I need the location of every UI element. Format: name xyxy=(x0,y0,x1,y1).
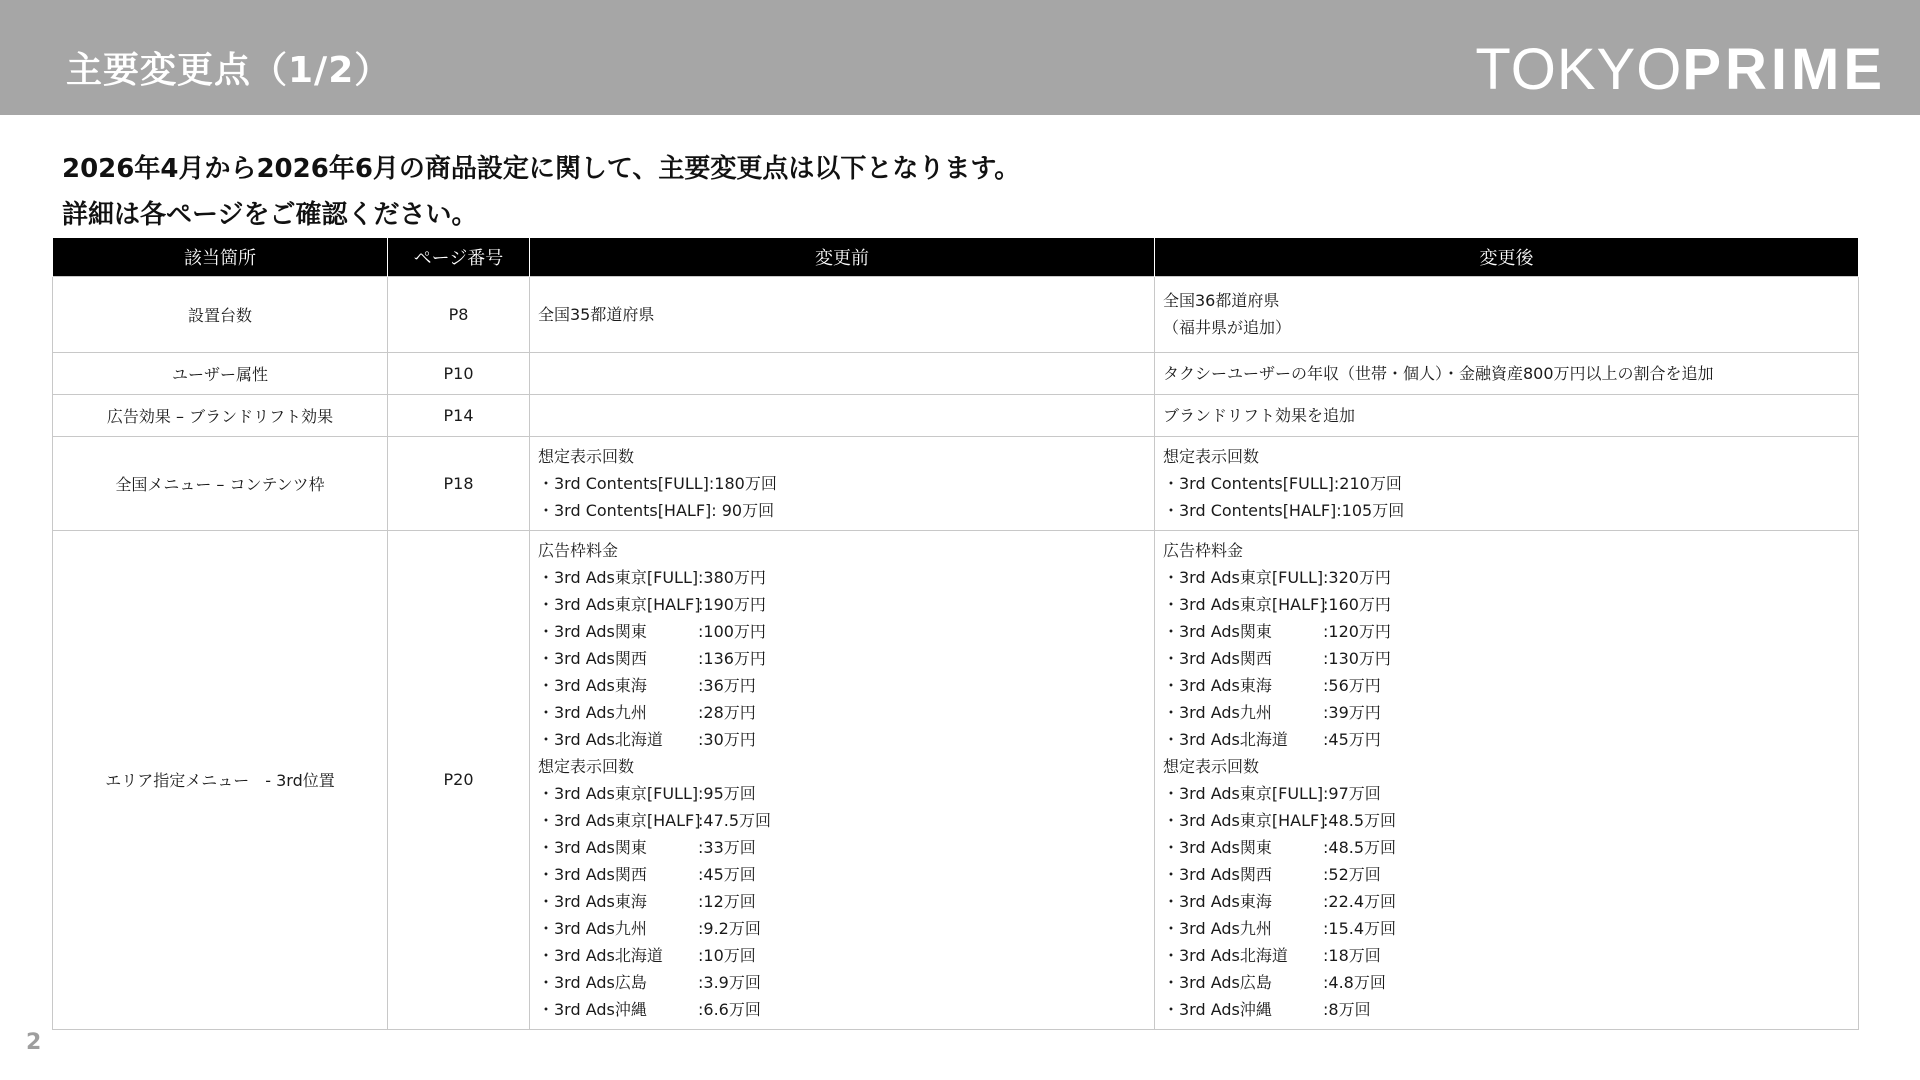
intro-text xyxy=(62,146,1020,238)
price-label: ・3rd Ads関西 xyxy=(1163,648,1272,668)
imp-value: :18万回 xyxy=(1323,945,1381,965)
cell-page: P14 xyxy=(388,394,530,436)
imp-value: :6.6万回 xyxy=(698,999,761,1019)
imp-label: ・3rd Ads北海道 xyxy=(538,945,663,965)
price-line xyxy=(538,726,1146,753)
imp-line xyxy=(538,861,1146,888)
price-line xyxy=(538,564,1146,591)
cell-page: P8 xyxy=(388,276,530,352)
text-line: （福井県が追加） xyxy=(1163,318,1292,337)
price-line xyxy=(1163,699,1850,726)
price-line xyxy=(538,699,1146,726)
price-label: ・3rd Ads東京[FULL] xyxy=(538,567,699,587)
imp-label: ・3rd Ads関東 xyxy=(538,837,647,857)
table-row xyxy=(53,436,1859,530)
price-value: :39万円 xyxy=(1323,702,1381,722)
cell-after xyxy=(1155,530,1859,1029)
imp-label: ・3rd Ads九州 xyxy=(538,918,647,938)
text-line: ・3rd Contents[FULL]:180万回 xyxy=(538,473,777,493)
text-line: 広告枠料金 xyxy=(1163,540,1244,560)
price-value: :45万円 xyxy=(1323,729,1381,749)
text-line: 想定表示回数 xyxy=(1163,756,1260,776)
imp-line xyxy=(538,780,1146,807)
page-number: 2 xyxy=(26,1030,42,1055)
cell-section: エリア指定メニュー - 3rd位置 xyxy=(53,530,388,1029)
imp-line xyxy=(538,942,1146,969)
table-row xyxy=(53,352,1859,394)
price-line xyxy=(1163,591,1850,618)
imp-line xyxy=(1163,861,1850,888)
price-value: :160万円 xyxy=(1323,594,1391,614)
header-page: ページ番号 xyxy=(388,238,530,276)
table-row xyxy=(53,276,1859,352)
imp-value: :33万回 xyxy=(698,837,756,857)
changes-table xyxy=(52,238,1859,1030)
price-value: :120万円 xyxy=(1323,621,1391,641)
cell-before xyxy=(530,530,1155,1029)
imp-line xyxy=(1163,780,1850,807)
intro-line-1: 2026年4月から2026年6月の商品設定に関して、主要変更点は以下となります。 xyxy=(62,154,1021,184)
price-label: ・3rd Ads北海道 xyxy=(1163,729,1288,749)
imp-label: ・3rd Ads関西 xyxy=(1163,864,1272,884)
price-label: ・3rd Ads東京[HALF] xyxy=(1163,594,1326,614)
cell-before xyxy=(530,276,1155,352)
price-value: :136万円 xyxy=(698,648,766,668)
cell-after xyxy=(1155,436,1859,530)
price-label: ・3rd Ads北海道 xyxy=(538,729,663,749)
table-row xyxy=(53,394,1859,436)
price-label: ・3rd Ads東海 xyxy=(1163,675,1272,695)
text-line: タクシーユーザーの年収（世帯・個人）・金融資産800万円以上の割合を追加 xyxy=(1163,363,1714,383)
price-label: ・3rd Ads関東 xyxy=(538,621,647,641)
imp-label: ・3rd Ads北海道 xyxy=(1163,945,1288,965)
price-line xyxy=(1163,618,1850,645)
imp-line xyxy=(538,888,1146,915)
imp-label: ・3rd Ads広島 xyxy=(538,972,647,992)
text-line: 全国36都道府県 xyxy=(1163,291,1280,310)
text-line: 全国35都道府県 xyxy=(538,304,655,324)
imp-label: ・3rd Ads沖縄 xyxy=(1163,999,1272,1019)
text-line: 想定表示回数 xyxy=(1163,446,1260,466)
imp-label: ・3rd Ads東京[FULL] xyxy=(538,783,699,803)
imp-value: :4.8万回 xyxy=(1323,972,1386,992)
price-label: ・3rd Ads東京[FULL] xyxy=(1163,567,1324,587)
imp-label: ・3rd Ads九州 xyxy=(1163,918,1272,938)
price-line xyxy=(538,672,1146,699)
price-label: ・3rd Ads関東 xyxy=(1163,621,1272,641)
cell-before xyxy=(530,436,1155,530)
price-label: ・3rd Ads九州 xyxy=(1163,702,1272,722)
price-line xyxy=(1163,645,1850,672)
cell-section: ユーザー属性 xyxy=(53,352,388,394)
cell-section: 設置台数 xyxy=(53,276,388,352)
table-header-row xyxy=(53,238,1859,276)
text-line: ・3rd Contents[HALF]: 90万回 xyxy=(538,500,775,520)
logo-text-prime: PRIME xyxy=(1682,37,1886,102)
imp-value: :48.5万回 xyxy=(1323,837,1397,857)
imp-value: :97万回 xyxy=(1323,783,1381,803)
price-line xyxy=(1163,726,1850,753)
text-line: 広告枠料金 xyxy=(538,540,619,560)
imp-label: ・3rd Ads東海 xyxy=(1163,891,1272,911)
tokyo-prime-logo xyxy=(1475,37,1886,102)
imp-label: ・3rd Ads東京[FULL] xyxy=(1163,783,1324,803)
imp-label: ・3rd Ads東京[HALF] xyxy=(1163,810,1326,830)
imp-line xyxy=(1163,969,1850,996)
imp-line xyxy=(1163,888,1850,915)
imp-label: ・3rd Ads広島 xyxy=(1163,972,1272,992)
imp-line xyxy=(1163,915,1850,942)
imp-value: :52万回 xyxy=(1323,864,1381,884)
price-value: :190万円 xyxy=(698,594,766,614)
price-label: ・3rd Ads東京[HALF] xyxy=(538,594,701,614)
imp-label: ・3rd Ads関西 xyxy=(538,864,647,884)
imp-value: :22.4万回 xyxy=(1323,891,1397,911)
imp-value: :10万回 xyxy=(698,945,756,965)
imp-line xyxy=(538,969,1146,996)
price-line xyxy=(538,618,1146,645)
cell-page: P18 xyxy=(388,436,530,530)
cell-page: P10 xyxy=(388,352,530,394)
imp-line xyxy=(538,834,1146,861)
imp-line xyxy=(538,996,1146,1023)
price-line xyxy=(538,645,1146,672)
price-value: :28万円 xyxy=(698,702,756,722)
imp-value: :47.5万回 xyxy=(698,810,772,830)
imp-label: ・3rd Ads関東 xyxy=(1163,837,1272,857)
imp-line xyxy=(1163,807,1850,834)
imp-value: :9.2万回 xyxy=(698,918,761,938)
price-label: ・3rd Ads九州 xyxy=(538,702,647,722)
price-line xyxy=(1163,564,1850,591)
imp-label: ・3rd Ads沖縄 xyxy=(538,999,647,1019)
price-value: :380万円 xyxy=(698,567,766,587)
cell-after xyxy=(1155,352,1859,394)
imp-value: :15.4万回 xyxy=(1323,918,1397,938)
header-section: 該当箇所 xyxy=(53,238,388,276)
header-after: 変更後 xyxy=(1155,238,1859,276)
cell-after xyxy=(1155,394,1859,436)
table-row xyxy=(53,530,1859,1029)
imp-value: :95万回 xyxy=(698,783,756,803)
imp-line xyxy=(1163,834,1850,861)
imp-line xyxy=(538,915,1146,942)
cell-page: P20 xyxy=(388,530,530,1029)
text-line: 想定表示回数 xyxy=(538,446,635,466)
page-title: 主要変更点（1/2） xyxy=(66,50,392,91)
header-bar xyxy=(0,0,1920,115)
text-line: 想定表示回数 xyxy=(538,756,635,776)
imp-line xyxy=(1163,942,1850,969)
cell-before xyxy=(530,394,1155,436)
cell-after xyxy=(1155,276,1859,352)
price-value: :320万円 xyxy=(1323,567,1391,587)
text-line: ・3rd Contents[HALF]:105万回 xyxy=(1163,500,1405,520)
price-line xyxy=(538,591,1146,618)
imp-value: :3.9万回 xyxy=(698,972,761,992)
header-before: 変更前 xyxy=(530,238,1155,276)
price-line xyxy=(1163,672,1850,699)
price-value: :36万円 xyxy=(698,675,756,695)
logo-text-tokyo: TOKYO xyxy=(1475,37,1683,102)
imp-line xyxy=(538,807,1146,834)
imp-value: :45万回 xyxy=(698,864,756,884)
price-label: ・3rd Ads東海 xyxy=(538,675,647,695)
price-label: ・3rd Ads関西 xyxy=(538,648,647,668)
cell-section: 広告効果 – ブランドリフト効果 xyxy=(53,394,388,436)
price-value: :30万円 xyxy=(698,729,756,749)
text-line: ・3rd Contents[FULL]:210万回 xyxy=(1163,473,1402,493)
text-line: ブランドリフト効果を追加 xyxy=(1163,405,1356,425)
imp-value: :8万回 xyxy=(1323,999,1371,1019)
price-value: :130万円 xyxy=(1323,648,1391,668)
imp-line xyxy=(1163,996,1850,1023)
imp-value: :48.5万回 xyxy=(1323,810,1397,830)
imp-label: ・3rd Ads東海 xyxy=(538,891,647,911)
imp-label: ・3rd Ads東京[HALF] xyxy=(538,810,701,830)
cell-section: 全国メニュー – コンテンツ枠 xyxy=(53,436,388,530)
cell-before xyxy=(530,352,1155,394)
price-value: :56万円 xyxy=(1323,675,1381,695)
price-value: :100万円 xyxy=(698,621,766,641)
imp-value: :12万回 xyxy=(698,891,756,911)
intro-line-2: 詳細は各ページをご確認ください。 xyxy=(62,200,478,230)
